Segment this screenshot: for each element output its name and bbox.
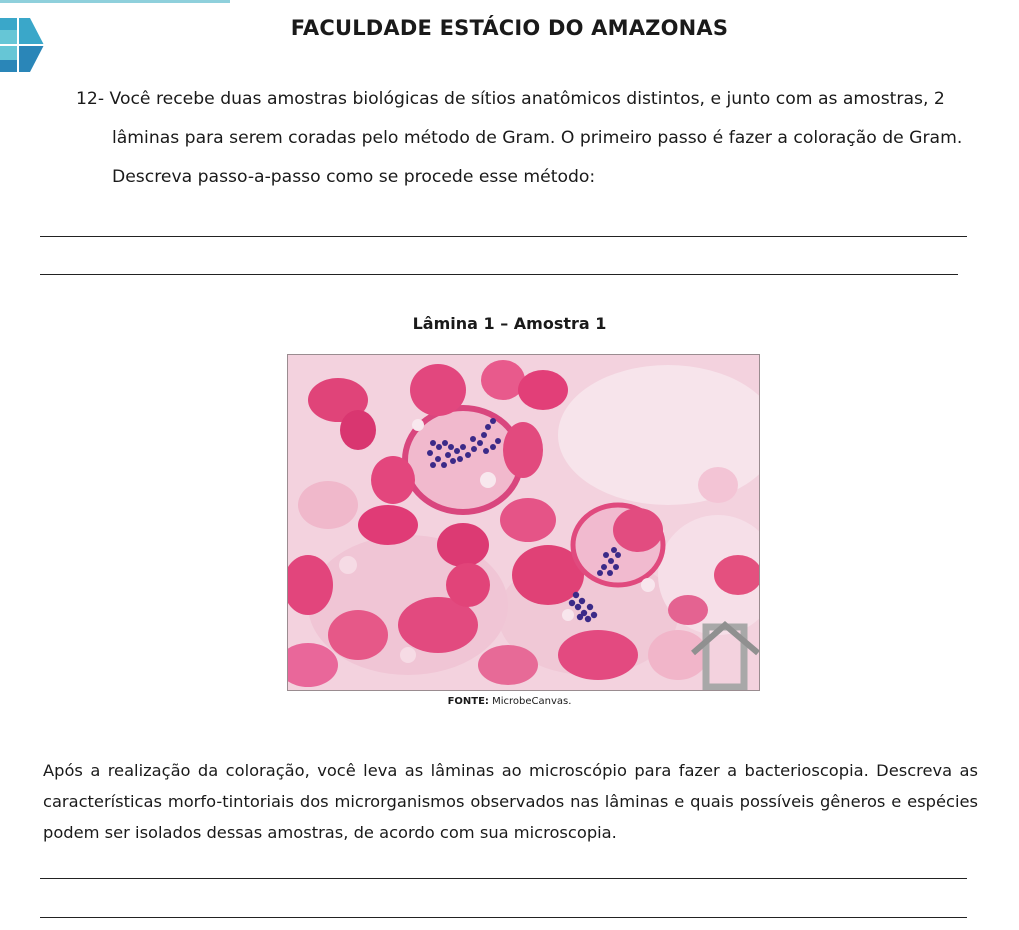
page-title: FACULDADE ESTÁCIO DO AMAZONAS	[290, 16, 729, 40]
question-line-1: Você recebe duas amostras biológicas de sítios anatômicos distintos, e junto com as amostras, 2	[109, 89, 945, 109]
caption-source: MicrobeCanvas.	[492, 696, 572, 707]
question-number: 12-	[76, 89, 105, 109]
top-accent-line	[0, 0, 230, 3]
caption-label: FONTE:	[447, 696, 489, 707]
answer-line-4	[40, 917, 967, 918]
question-continuation: lâminas para serem coradas pelo método de Gram. O primeiro passo é fazer a coloração de Gram. Descreva passo-a-passo como se procede esse método:	[112, 128, 963, 187]
microscopy-image	[287, 354, 760, 691]
followup-paragraph: Após a realização da coloração, você leva as lâminas ao microscópio para fazer a bacterioscopia. Descreva as características morfo-tintoriais dos microrganismos observados nas lâminas e quais possíveis gêneros e espécies podem ser isolados dessas amostras, de acordo com sua microscopia.	[43, 761, 978, 842]
figure-title: Lâmina 1 – Amostra 1	[412, 314, 607, 333]
answer-line-3	[40, 878, 967, 879]
question-first-line	[76, 80, 986, 119]
answer-line-1	[40, 236, 967, 237]
question-12	[76, 80, 986, 197]
answer-line-2	[40, 274, 958, 275]
gram-stain-micrograph	[288, 355, 760, 691]
figure-caption	[0, 696, 1019, 707]
